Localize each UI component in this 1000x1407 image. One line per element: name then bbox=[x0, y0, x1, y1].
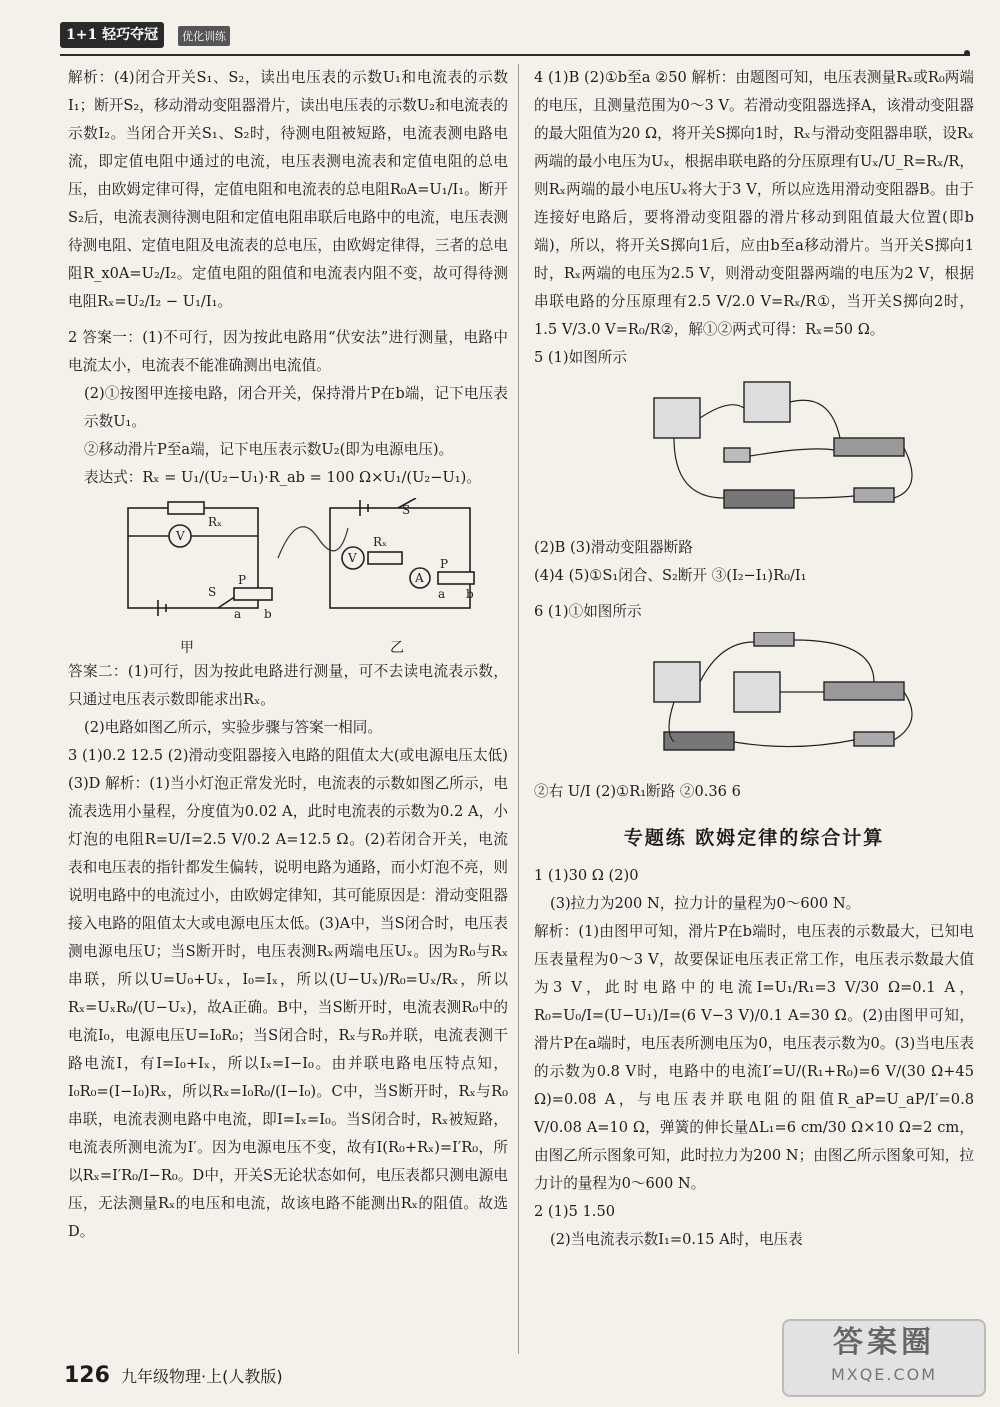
left-column bbox=[68, 64, 508, 1246]
q5-head: 5 (1)如图所示 bbox=[534, 349, 627, 366]
q6-answers: ②右 U/I (2)①R₁断路 ②0.36 6 bbox=[534, 783, 741, 800]
svg-text:Rₓ: Rₓ bbox=[208, 515, 223, 529]
page-footer bbox=[64, 1363, 283, 1388]
q2-answer1-step2: ②移动滑片P至a端，记下电压表示数U₂(即为电源电压)。 bbox=[84, 441, 454, 458]
svg-text:a: a bbox=[234, 607, 242, 621]
s1-answer-1: 1 (1)30 Ω (2)0 bbox=[534, 867, 639, 884]
q5-part4: (4)4 (5)①S₁闭合、S₂断开 ③(I₂−I₁)R₀/I₁ bbox=[534, 567, 807, 584]
book-subtitle: 优化训练 bbox=[178, 26, 230, 46]
figure-caption-jia: 甲 bbox=[180, 640, 194, 656]
page-header bbox=[60, 18, 970, 56]
svg-text:A: A bbox=[415, 571, 424, 585]
q4-answer: 4 (1)B (2)①b至a ②50 解析：由题图可知，电压表测量Rₓ或R₀两端的电压，且测量范围为0～3 V。若滑动变阻器选择A，该滑动变阻器的最大阻值为20 Ω，将开关S掷向1时，Rₓ与滑动变阻器串联，设Rₓ两端的最小电压为Uₓ，根据串联电路的分压原理有Uₓ/U_R=Rₓ/R，则Rₓ两端的最小电压Uₓ将大于3 V，所以应选用滑动变阻器B。由于连接好电路后，要将滑动变阻器的滑片移动到阻值最大位置(即b端)，所以，将开关S掷向1后，应由b至a移动滑片。当开关S掷向1时，Rₓ两端的电压为2.5 V，则滑动变阻器两端的电压为2 V，根据串联电路的分压原理有2.5 V/2.0 V=Rₓ/R①，当开关S掷向2时，1.5 V/3.0 V=R₀/R②，解①②两式可得：Rₓ=50 Ω。 bbox=[534, 69, 974, 338]
site-watermark bbox=[782, 1319, 986, 1397]
svg-text:a: a bbox=[438, 587, 446, 601]
q6-head: 6 (1)①如图所示 bbox=[534, 603, 642, 620]
svg-text:V: V bbox=[348, 551, 357, 565]
header-dot-icon bbox=[964, 50, 970, 56]
section-title: 专题练 欧姆定律的综合计算 bbox=[623, 827, 885, 849]
circuit-figures bbox=[68, 498, 508, 628]
q2-answer2-part1: 答案二：(1)可行，因为按此电路进行测量，可不去读电流表示数，只通过电压表示数即能求出Rₓ。 bbox=[68, 663, 508, 708]
q2-answer1-part1: 2 答案一：(1)不可行，因为按此电路用“伏安法”进行测量，电路中电流太小，电流表不能准确测出电流值。 bbox=[68, 329, 508, 374]
q3-answer: 3 (1)0.2 12.5 (2)滑动变阻器接入电路的阻值太大(或电源电压太低) (3)D 解析：(1)当小灯泡正常发光时，电流表的示数如图乙所示，电流表选用小量程，分度值为0.02 A，此时电流表的示数为0.2 A，小灯泡的电阻R=U/I=2.5 V/0.2 A=12.5 Ω。(2)若闭合开关，电流表和电压表的指针都发生偏转，说明电路为通路，而小灯泡不亮，则说明电路中的电流过小，由欧姆定律知，其可能原因是：滑动变阻器接入电路的阻值太大或电源电压太低。(3)A中，当S闭合时，电压表测电源电压U；当S断开时，电压表测Rₓ两端电压Uₓ。因为R₀与Rₓ串联，所以U=U₀+Uₓ，I₀=Iₓ，所以(U−Uₓ)/R₀=Uₓ/Rₓ，所以Rₓ=UₓR₀/(U−Uₓ)，故A正确。B中，当S断开时，电流表测R₀中的电流I₀，电源电压U=I₀R₀；当S闭合时，Rₓ与R₀并联，电流表测干路电流I，有I=I₀+Iₓ，所以Iₓ=I−I₀。由并联电路电压特点知，I₀R₀=(I−I₀)Rₓ，所以Rₓ=I₀R₀/(I−I₀)。C中，当S断开时，Rₓ与R₀串联，电流表测电路中电流，即I=Iₓ=I₀。当S闭合时，Rₓ被短路，电流表所测电流为I′。因为电源电压不变，故有I(R₀+Rₓ)=I′R₀，所以Rₓ=I′R₀/I−R₀。D中，开关S无论状态如何，电压表都只测电源电压，无法测量Rₓ的电压和电流，故该电路不能测出Rₓ的阻值。故选D。 bbox=[68, 747, 508, 1240]
s2-answer-1: 2 (1)5 1.50 bbox=[534, 1203, 616, 1220]
circuit-photo-q6 bbox=[634, 632, 974, 772]
book-name: 九年级物理·上(人教版) bbox=[121, 1367, 283, 1386]
q2-answer2-part2: (2)电路如图乙所示，实验步骤与答案一相同。 bbox=[84, 719, 382, 736]
s2-answer-2: (2)当电流表示数I₁=0.15 A时，电压表 bbox=[550, 1231, 803, 1248]
book-logo: 1+1 轻巧夺冠 bbox=[60, 22, 164, 48]
q2-expression: 表达式：Rₓ = U₁/(U₂−U₁)·R_ab = 100 Ω×U₁/(U₂−U₁)。 bbox=[84, 469, 481, 486]
svg-text:P: P bbox=[440, 557, 449, 571]
s1-analysis: 解析：(1)由图甲可知，滑片P在b端时，电压表的示数最大，已知电压表量程为0～3 V，故要保证电压表正常工作，电压表示数最大值为3 V，此时电路中的电流I=U₁/R₁=3 V/30 Ω=0.1 A，R₀=U₀/I=(U−U₁)/I=(6 V−3 V)/0.1 A=30 Ω。(2)由图甲可知，滑片P在a端时，电压表所测电压为0，电压表示数为0。(3)当电压表的示数为0.8 V时，电路中的电流I′=U/(R₁+R₀)=6 V/(30 Ω+45 Ω)=0.08 A，与电压表并联电阻的阻值R_aP=U_aP/I′=0.8 V/0.08 A=10 Ω，弹簧的伸长量ΔL₁=6 cm/30 Ω×10 Ω=2 cm，由图乙所示图象可知，此时拉力为200 N；由图乙所示图象可知，拉力计的量程为0～600 N。 bbox=[534, 923, 974, 1192]
q2-answer1-step1: (2)①按图甲连接电路，闭合开关，保持滑片P在b端，记下电压表示数U₁。 bbox=[84, 385, 508, 430]
svg-text:b: b bbox=[466, 587, 474, 601]
svg-text:S: S bbox=[208, 585, 217, 599]
circuit-photo-q5 bbox=[634, 378, 974, 528]
page-number: 126 bbox=[64, 1363, 110, 1388]
svg-text:V: V bbox=[176, 529, 185, 543]
circuit-diagram-icon bbox=[68, 498, 508, 628]
handwriting-scribble bbox=[278, 527, 348, 558]
figure-caption-yi: 乙 bbox=[390, 640, 404, 656]
q5-part2: (2)B (3)滑动变阻器断路 bbox=[534, 539, 693, 556]
svg-text:Rₓ: Rₓ bbox=[373, 535, 388, 549]
svg-text:S: S bbox=[402, 503, 411, 517]
watermark-text: 答案圈 bbox=[833, 1325, 935, 1360]
watermark-url: MXQE.COM bbox=[830, 1365, 938, 1384]
wiring-photo-icon bbox=[634, 378, 934, 518]
right-column bbox=[534, 64, 974, 1254]
q1-analysis: 解析：(4)闭合开关S₁、S₂，读出电压表的示数U₁和电流表的示数I₁；断开S₂，移动滑动变阻器滑片，读出电压表的示数U₂和电流表的示数I₂。当闭合开关S₁、S₂时，待测电阻被短路，电流表测电路电流，即定值电阻中通过的电流，电压表测电流表和定值电阻的总电压，由欧姆定律可得，定值电阻和电流表的总电阻R₀A=U₁/I₁。断开S₂后，电流表测待测电阻和定值电阻串联后电路中的电流，电压表测待测电阻、定值电阻及电流表的总电压，由欧姆定律得，三者的总电阻R_x0A=U₂/I₂。定值电阻的阻值和电流表内阻不变，故可得待测电阻Rₓ=U₂/I₂ − U₁/I₁。 bbox=[68, 69, 508, 310]
svg-text:b: b bbox=[264, 607, 272, 621]
svg-text:P: P bbox=[238, 573, 247, 587]
wiring-photo-icon-2 bbox=[634, 632, 934, 762]
s1-answer-3: (3)拉力为200 N，拉力计的量程为0～600 N。 bbox=[550, 895, 861, 912]
column-divider bbox=[518, 64, 519, 1354]
